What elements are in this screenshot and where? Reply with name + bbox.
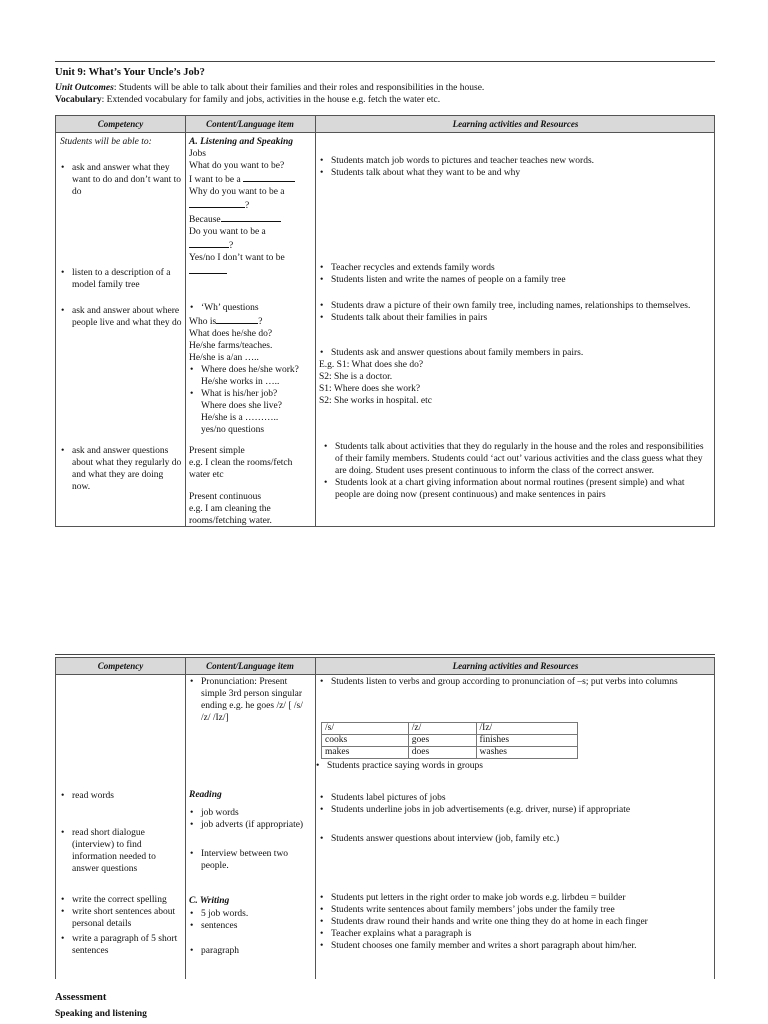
assessment-subtitle: Speaking and listening <box>55 1009 147 1019</box>
list-item: • job adverts (if appropriate) <box>189 819 317 831</box>
list-item: • paragraph <box>189 945 313 957</box>
content-interview <box>189 848 313 872</box>
content-yesno-blank <box>189 264 313 278</box>
list-item: • write the correct spelling <box>60 894 182 906</box>
table-row <box>322 723 578 735</box>
list-item: • write short sentences about personal details <box>60 906 182 930</box>
list-item: • Students listen and write the names of people on a family tree <box>319 274 711 286</box>
competency-list-a <box>60 162 182 198</box>
list-item: • Students match job words to pictures and teacher teaches new words. <box>319 155 711 167</box>
content-she-is: He/she is a ……….. <box>201 413 279 423</box>
header-competency: Competency <box>97 661 144 671</box>
list-item: • Students talk about activities that they do regularly in the house and the roles and responsibilities of their family members. Students could ‘act out’ various activities and the class guess what they are doing. Student uses present continuous to inform the class of the correct answer. <box>323 441 708 477</box>
content-what-job: • What is his/her job? <box>189 388 313 400</box>
list-item: • read short dialogue (interview) to find information needed to answer questions <box>60 827 182 875</box>
list-item: • Students talk about what they want to be and why <box>319 167 711 179</box>
list-item: • Students look at a chart giving information about normal routines (present simple) and what people are doing now (present continuous) and make sentences in pairs <box>323 477 708 501</box>
content-q1: What do you want to be? <box>189 161 285 171</box>
activities-e <box>323 441 708 501</box>
outcomes-text: : Students will be able to talk about their families and their roles and responsibilities in the house. <box>113 83 485 93</box>
content-column-1 <box>189 136 313 278</box>
activities-practice <box>315 760 707 772</box>
content-q3-blank: ? <box>189 238 313 252</box>
table-row <box>322 747 578 759</box>
list-item: • Student chooses one family member and writes a short paragraph about him/her. <box>319 940 711 952</box>
curriculum-table-2 <box>55 657 715 979</box>
example-line: S2: She works in hospital. etc <box>319 396 432 406</box>
table-row <box>322 735 578 747</box>
content-what-does: What does he/she do? <box>189 329 273 339</box>
header-competency: Competency <box>97 119 144 129</box>
activities-write <box>319 892 711 952</box>
table-cell: finishes <box>476 735 577 747</box>
content-yesno: Yes/no I don’t want to be <box>189 253 285 263</box>
list-item: • Students practice saying words in groups <box>315 760 707 772</box>
list-item: • Students answer questions about interview (job, family etc.) <box>319 833 711 845</box>
list-item: • Teacher explains what a paragraph is <box>319 928 711 940</box>
content-where-work: • Where does he/she work? <box>189 364 313 376</box>
writing-title: C. Writing <box>189 896 230 906</box>
example-line: E.g. S1: What does she do? <box>319 360 424 370</box>
competency-list-d <box>60 445 182 493</box>
list-item: • ask and answer what they want to do and don’t want to do <box>60 162 182 198</box>
table-cell: cooks <box>322 735 409 747</box>
list-item: • write a paragraph of 5 short sentences <box>60 933 182 957</box>
competency-dialogue <box>60 827 182 875</box>
table2-top-rule <box>55 654 715 655</box>
content-write <box>189 908 313 932</box>
activities-c <box>319 300 711 324</box>
example-line: S1: Where does she work? <box>319 384 421 394</box>
list-item: • read words <box>60 790 182 802</box>
list-item: • 5 job words. <box>189 908 313 920</box>
content-jobs: Jobs <box>189 149 206 159</box>
table-header <box>56 116 714 133</box>
content-column-2 <box>189 302 313 436</box>
activities-b <box>319 262 711 286</box>
assessment-title: Assessment <box>55 992 107 1003</box>
content-pc-eg: e.g. I am cleaning the rooms/fetching water. <box>189 504 272 526</box>
list-item: • listen to a description of a model family tree <box>60 267 182 291</box>
competency-list-b <box>60 267 182 291</box>
list-item: • Students ask and answer questions about family members in pairs. <box>319 347 711 359</box>
content-q2-blank: ? <box>189 198 313 212</box>
content-paragraph <box>189 945 313 957</box>
curriculum-table-1 <box>55 115 715 527</box>
content-wh: • ‘Wh’ questions <box>189 302 313 314</box>
table-cell: goes <box>408 735 476 747</box>
list-item: • sentences <box>189 920 313 932</box>
list-item: • ask and answer about where people live and what they do <box>60 305 182 329</box>
content-q3: Do you want to be a <box>189 227 266 237</box>
header-content: Content/Language item <box>206 661 294 671</box>
content-who: Who is ? <box>189 314 313 328</box>
unit-outcomes <box>55 82 715 94</box>
list-item: • Interview between two people. <box>189 848 313 872</box>
table-header <box>56 658 714 675</box>
list-item: • Students underline jobs in job advertisements (e.g. driver, nurse) if appropriate <box>319 804 711 816</box>
top-rule <box>55 61 715 62</box>
content-pronunciation <box>189 676 313 724</box>
list-item: • Students label pictures of jobs <box>319 792 711 804</box>
unit-title: Unit 9: What’s Your Uncle’s Job? <box>55 67 205 78</box>
content-yesno-q: yes/no questions <box>201 425 265 435</box>
table-cell: makes <box>322 747 409 759</box>
content-is-a: He/she is a/an ….. <box>189 353 259 363</box>
list-item: • Students put letters in the right order to make job words e.g. lirbdeu = builder <box>319 892 711 904</box>
content-a1: I want to be a <box>189 172 313 186</box>
activities-read <box>319 792 711 816</box>
header-content: Content/Language item <box>206 119 294 129</box>
table-cell: /Iz/ <box>476 723 577 735</box>
list-item: • ask and answer questions about what they regularly do and what they are doing now. <box>60 445 182 493</box>
content-present-simple: Present simple <box>189 446 245 456</box>
vocab-text: : Extended vocabulary for family and jobs, activities in the house e.g. fetch the water etc. <box>101 95 441 105</box>
content-q2: Why do you want to be a <box>189 187 285 197</box>
table-cell: does <box>408 747 476 759</box>
content-read <box>189 807 317 831</box>
list-item: • Students draw round their hands and write one thing they do at home in each finger <box>319 916 711 928</box>
students-will: Students will be able to: <box>60 137 152 147</box>
content-ps-eg: e.g. I clean the rooms/fetch water etc <box>189 458 293 480</box>
activities-a <box>319 155 711 179</box>
header-activities: Learning activities and Resources <box>452 119 579 129</box>
table-cell: /z/ <box>408 723 476 735</box>
content-farms: He/she farms/teaches. <box>189 341 273 351</box>
vocab-label: Vocabulary <box>55 95 102 105</box>
list-item: • Students talk about their families in pairs <box>319 312 711 324</box>
outcomes-label: Unit Outcomes <box>55 83 114 93</box>
activities-pronunciation <box>319 676 711 688</box>
header-activities: Learning activities and Resources <box>452 661 579 671</box>
section-a-title: A. Listening and Speaking <box>189 137 293 147</box>
competency-read <box>60 790 182 802</box>
competency-list-c <box>60 305 182 329</box>
competency-write <box>60 894 182 957</box>
table-cell: /s/ <box>322 723 409 735</box>
list-item: • Students write sentences about family members’ jobs under the family tree <box>319 904 711 916</box>
list-item: • Students listen to verbs and group according to pronunciation of –s; put verbs into columns <box>319 676 711 688</box>
content-column-3 <box>189 445 313 527</box>
list-item: • Pronunciation: Present simple 3rd person singular ending e.g. he goes /z/ [ /s/ /z/ /Iz/] <box>189 676 313 724</box>
content-works-in: He/she works in ….. <box>201 377 280 387</box>
list-item: • Teacher recycles and extends family words <box>319 262 711 274</box>
activities-d <box>319 347 711 407</box>
unit-vocabulary <box>55 94 715 106</box>
list-item: • job words <box>189 807 317 819</box>
activities-interview <box>319 833 711 845</box>
content-because: Because <box>189 212 313 226</box>
list-item: • Students draw a picture of their own family tree, including names, relationships to themselves. <box>319 300 711 312</box>
content-where-live: Where does she live? <box>201 401 282 411</box>
reading-title: Reading <box>189 790 222 800</box>
table-cell: washes <box>476 747 577 759</box>
example-line: S2: She is a doctor. <box>319 372 393 382</box>
content-present-cont: Present continuous <box>189 492 262 502</box>
pronunciation-table <box>321 722 578 759</box>
